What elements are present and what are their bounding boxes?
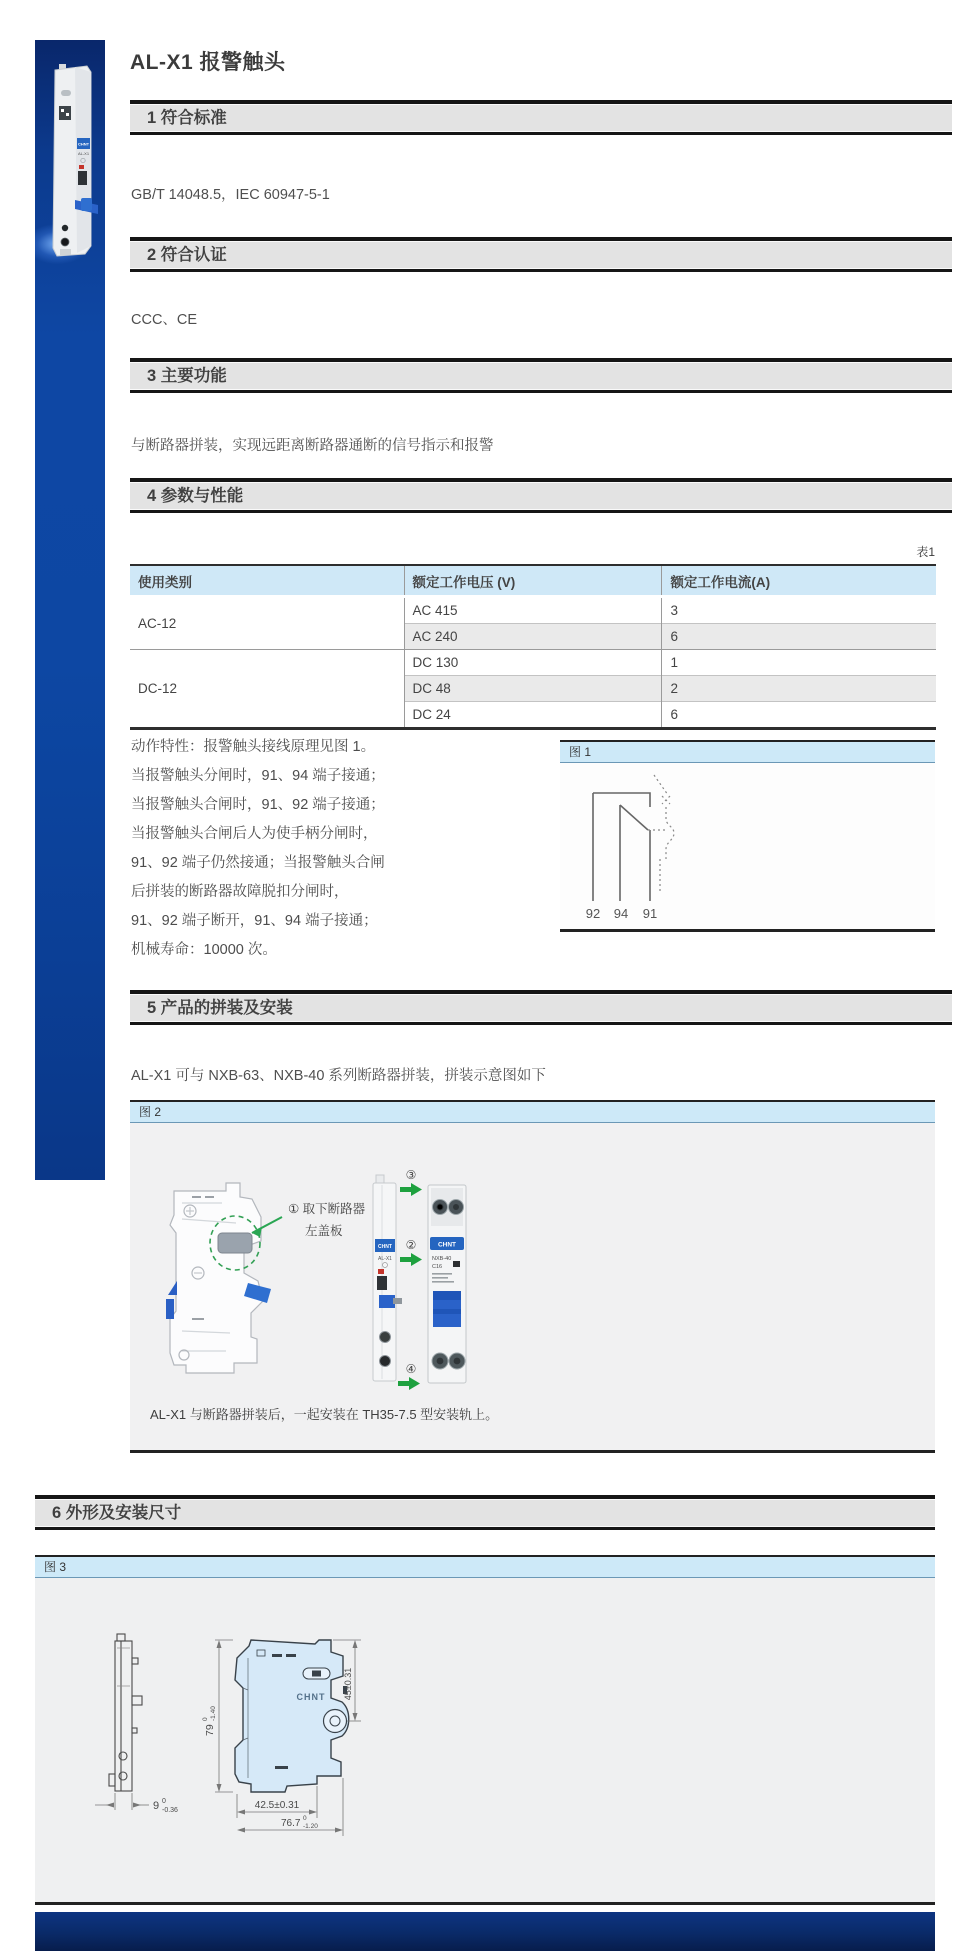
action-line: 91、92 端子仍然接通；当报警触头合闸 — [131, 855, 385, 871]
cell-category-ac12: AC-12 — [138, 616, 177, 631]
step2-number: ② — [405, 1238, 417, 1252]
section2-body: CCC、CE — [131, 312, 198, 328]
terminal-label-91: 91 — [642, 906, 658, 921]
cell-current: 6 — [662, 702, 936, 729]
brand-sidebar — [35, 40, 105, 1180]
nxb-brand-label: CHNT — [437, 1241, 457, 1249]
table-row — [130, 650, 936, 676]
cell-voltage: DC 130 — [404, 650, 662, 676]
cell-voltage: DC 24 — [404, 702, 662, 729]
section-header-3: 3 主要功能 — [130, 358, 952, 393]
cell-current: 3 — [662, 597, 936, 624]
section-header-6: 6 外形及安装尺寸 — [35, 1495, 935, 1530]
cell-current: 1 — [662, 650, 936, 676]
assembly-steps — [406, 1168, 417, 1376]
action-line: 91、92 端子断开，91、94 端子接通； — [131, 913, 378, 929]
dim-height-tol-lower: -1.40 — [210, 1706, 217, 1721]
action-line: 当报警触头分闸时，91、94 端子接通； — [131, 768, 385, 784]
cell-voltage: AC 415 — [404, 597, 662, 624]
photo-brand-label: CHNT — [77, 141, 90, 147]
figure1-box — [560, 740, 935, 932]
ratings-table — [130, 564, 936, 730]
action-line: 后拼装的断路器故障脱扣分闸时， — [131, 884, 349, 900]
col-header-category: 使用类别 — [130, 565, 404, 597]
section-header-5: 5 产品的拼装及安装 — [130, 990, 952, 1025]
col-header-voltage: 额定工作电压 (V) — [404, 565, 662, 597]
figure2-illustration — [130, 1123, 935, 1450]
annotation-step1-line2: 左盖板 — [305, 1224, 343, 1238]
nxb-model-label: NXB-40 — [432, 1256, 452, 1262]
cell-voltage: DC 48 — [404, 676, 662, 702]
dim-depth-value: 9 — [153, 1800, 160, 1812]
footer-band — [35, 1912, 935, 1951]
dim-width-outer-tol-upper: 0 — [303, 1815, 307, 1822]
table-row — [130, 597, 936, 624]
step4-number: ④ — [405, 1362, 417, 1376]
dim-depth-tol-lower: -0.36 — [162, 1807, 178, 1814]
figure3-box — [35, 1555, 935, 1905]
figure1-label: 图 1 — [560, 742, 935, 763]
product-photo-alx1 — [35, 52, 105, 282]
dim-depth-lines — [95, 1793, 149, 1810]
action-characteristics — [131, 733, 561, 965]
action-line: 当报警触头合闸时，91、92 端子接通； — [131, 797, 385, 813]
section5-body: AL-X1 可与 NXB-63、NXB-40 系列断路器拼装，拼装示意图如下 — [131, 1068, 546, 1084]
step3-number: ③ — [405, 1168, 417, 1182]
photo-model-label: AL-X1 — [77, 151, 90, 156]
figure1-schematic — [560, 763, 935, 929]
alx1-brand-label: CHNT — [378, 1244, 392, 1250]
figure2-label: 图 2 — [130, 1102, 935, 1123]
nxb40-photo — [428, 1185, 466, 1383]
cell-current: 2 — [662, 676, 936, 702]
col-header-current: 额定工作电流(A) — [662, 565, 936, 597]
cell-category-dc12: DC-12 — [130, 650, 404, 729]
action-line: 动作特性：报警触头接线原理见图 1。 — [131, 739, 376, 755]
dim-height-tol-upper: 0 — [202, 1717, 209, 1721]
sideview-brand: CHNT — [296, 1692, 326, 1702]
dim-depth-tol-upper: 0 — [162, 1798, 166, 1805]
dim-height-value: 79 — [204, 1724, 216, 1736]
front-view-drawing — [109, 1634, 142, 1791]
section-header-2: 2 符合认证 — [130, 237, 952, 272]
dim-right-value: 45±0.31 — [343, 1667, 353, 1701]
figure3-label: 图 3 — [35, 1557, 935, 1578]
section-header-4: 4 参数与性能 — [130, 478, 952, 513]
alx1-model-label: AL-X1 — [378, 1256, 392, 1262]
annotation-step1: ① 取下断路器 — [288, 1202, 366, 1216]
figure2-box — [130, 1100, 935, 1453]
cell-voltage: AC 240 — [404, 624, 662, 650]
nxb-rating-label: C16 — [432, 1264, 443, 1270]
dim-width-inner-value: 42.5±0.31 — [254, 1800, 300, 1811]
section-header-1: 1 符合标准 — [130, 100, 952, 135]
dim-width-outer-tol-lower: -1.20 — [303, 1823, 318, 1830]
section1-body: GB/T 14048.5，IEC 60947-5-1 — [131, 187, 330, 203]
cell-current: 6 — [662, 624, 936, 650]
action-line: 当报警触头合闸后人为使手柄分闸时， — [131, 826, 378, 842]
breaker-outline-drawing — [170, 1183, 263, 1373]
cover-plate — [218, 1233, 252, 1253]
side-view-drawing — [235, 1640, 349, 1792]
table-label: 表1 — [916, 545, 935, 559]
green-arrows — [398, 1183, 422, 1390]
figure3-dimension-drawing — [35, 1578, 935, 1902]
page-title: AL-X1 报警触头 — [130, 51, 286, 74]
table-header-row — [130, 565, 936, 597]
terminal-label-92: 92 — [585, 906, 601, 921]
dim-height-lines — [215, 1640, 233, 1792]
dim-width-outer-value: 76.7 — [281, 1818, 301, 1829]
alx1-photo — [373, 1175, 402, 1381]
section3-body: 与断路器拼装，实现远距离断路器通断的信号指示和报警 — [131, 438, 494, 454]
figure2-caption: AL-X1 与断路器拼装后，一起安装在 TH35-7.5 型安装轨上。 — [150, 1407, 499, 1422]
terminal-label-94: 94 — [613, 906, 629, 921]
action-line: 机械寿命：10000 次。 — [131, 942, 277, 958]
